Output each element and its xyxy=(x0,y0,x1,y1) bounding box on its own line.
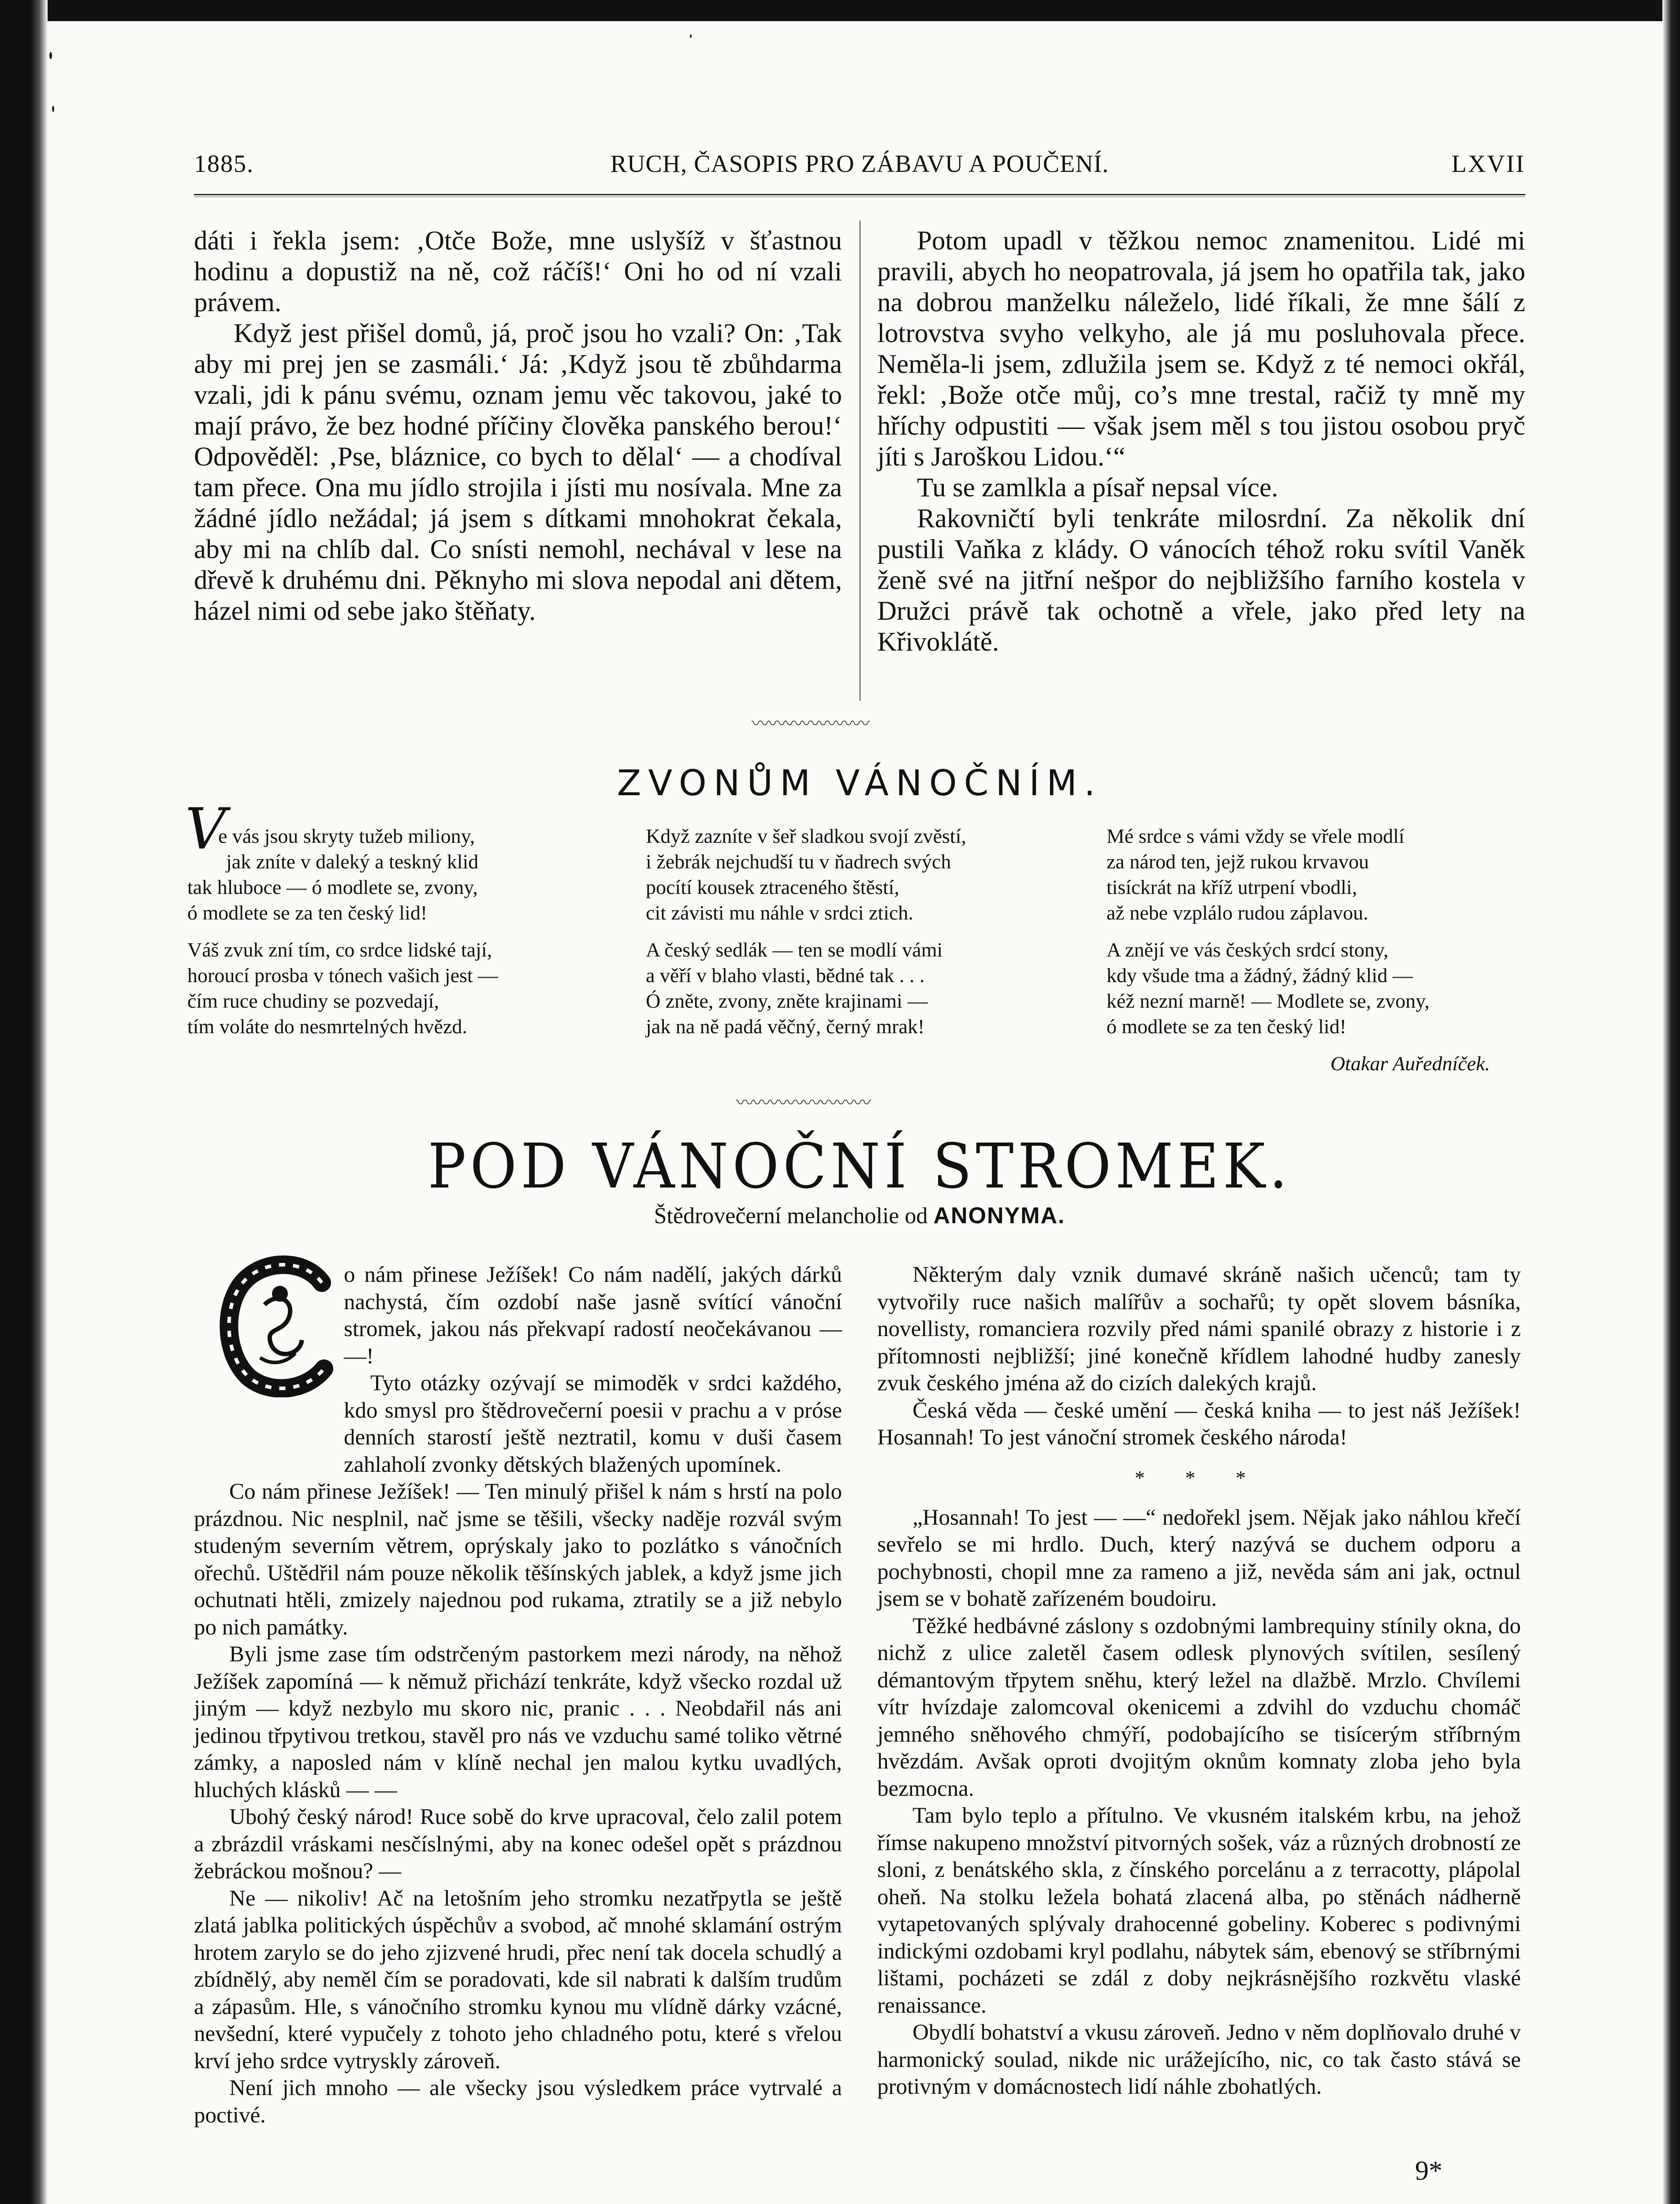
verse-line: kdy všude tma a žádný, žádný klid — xyxy=(1106,964,1413,987)
verse-line: za národ ten, jejž rukou krvavou xyxy=(1106,850,1369,873)
verse-line: e vás jsou skryty tužeb miliony, xyxy=(218,825,475,847)
verse-line: cit závisti mu náhle v srdci ztich. xyxy=(646,901,913,924)
article-subtitle xyxy=(194,1203,1525,1229)
poem-column-1 xyxy=(187,823,611,1051)
header-rule xyxy=(194,194,1525,195)
paragraph: Ubohý český národ! Ruce sobě do krve upracoval, čelo zalil potem a zbrázdil vráskami nesčíslnými, aby na konec odešel opět s prázdnou žebráckou mošnou? — xyxy=(194,1805,842,1884)
verse-line: Váš zvuk zní tím, co srdce lidské tají, xyxy=(187,938,492,961)
stanza xyxy=(187,937,611,1039)
subtitle-text: Štědrovečerní melancholie od xyxy=(654,1203,928,1229)
paragraph: Co nám přinese Ježíšek! — Ten minulý přišel k nám s hrstí na polo prázdnou. Nic nesplnil, nač jsme se těšili, všecky naděje rozvál svým studeným severním větrem, oprýskaly jako to pozlátko s vánočních ořechů. Uštědřil nám pouze několik těšínských jablek, a když jsme jich ochutnati htěli, zmizely najednou pod rukama, ztratily se a již nebylo po nich památky. xyxy=(194,1479,842,1640)
verse-line: A znějí ve vás českých srdcí stony, xyxy=(1106,938,1389,961)
article-right-column xyxy=(877,1262,1521,2101)
verse-line: ó modlete se za ten český lid! xyxy=(187,901,428,924)
paragraph: Byli jsme zase tím odstrčeným pastorkem mezi národy, na něhož Ježíšek zapomíná — k němuž přichází tenkráte, když všecko rozdal už jiným — když nezbylo mu skoro nic, pranic . . . Neobdařil nás ani jedinou třpytivou tretkou, stavěl pro nás ve vzduchu samé toliko větrné zámky, a naposled nám v klíně nechal jen malou kytku uvadlých, hluchých klásků — — xyxy=(194,1642,842,1802)
verse-line: Ó zněte, zvony, zněte krajinami — xyxy=(646,990,928,1012)
paragraph: dáti i řekla jsem: ‚Otče Bože, mne uslyšíž v šťastnou hodinu a dopustiž na ně, což ráčíš!‘ Oni ho od ní vzali právem. xyxy=(194,226,842,317)
paragraph: Tam bylo teplo a přítulno. Ve vkusném italském krbu, na jehož římse nakupeno množství pitvorných sošek, váz a různých drobností ze sloni, z benátského skla, z čínského porcelánu a z terracotty, plápolal oheň. Na stolku ležela bohatá zlacená alba, po stěnách nádherně vytapetovaných splývaly drahocenné gobeliny. Koberec s podivnými indickými ozdobami kryl podlahu, nábytek sám, ebenový se stříbrnými lištami, pocházeti se zdál z doby nejkrásnějšího rozkvětu vlaské renaissance. xyxy=(877,1803,1521,2018)
poem-column-2 xyxy=(646,823,1069,1051)
header-title: RUCH, ČASOPIS PRO ZÁBAVU A POUČENÍ. xyxy=(610,150,1109,178)
stanza xyxy=(187,823,611,926)
header-page-number: LXVII xyxy=(1451,150,1525,178)
poem-column-3 xyxy=(1106,823,1530,1076)
scan-speck xyxy=(690,34,692,38)
verse-line: tím voláte do nesmrtelných hvězd. xyxy=(187,1015,467,1038)
article-left-column xyxy=(194,1262,842,2129)
paragraph: Tyto otázky ozývají se mimoděk v srdci každého, kdo smysl pro štědrovečerní poesii v prachu a v próse denních starostí ještě neztratil, komu v duši časem zahlaholí zvonky dětských blažených upomínek. xyxy=(344,1371,842,1477)
verse-line: tisíckrát na kříž utrpení vbodli, xyxy=(1106,876,1357,898)
paragraph: Ne — nikoliv! Ač na letošním jeho stromku nezatřpytla se ještě zlatá jablka politických úspěchův a svobod, ač mnohé sklamání ostrým hrotem zarylo se do jeho zjizvené hrudi, přec není tak docela schudlý a zbídnělý, aby neměl čím se poradovati, kde sil nabrati k dalším trudům a zápasům. Hle, s vánočního stromku kynou mu vlídně dárky vzácné, nevšední, které vypučely z tohoto jeho chladného potu, které s vřelou krví jeho srdce vytryskly zároveň. xyxy=(194,1886,842,2074)
scan-speck xyxy=(49,52,52,59)
paragraph: Těžké hedbávné záslony s ozdobnými lambrequiny stínily okna, do nichž z ulice zaletěl časem odlesk plynových svítilen, sesílený démantovým třpytem sněhu, který ležel na dlažbě. Mrzlo. Chvílemi vítr hvízdaje zalomcoval okenicemi a zdvihl do vzduchu chomáč jemného sněhového chmýří, podobajícího se tisícerým stříbrným hvězdám. Avšak oproti dvojitým oknům komnaty zloba jeho byla bezmocna. xyxy=(877,1613,1521,1801)
verse-line: čím ruce chudiny se pozvedají, xyxy=(187,990,439,1012)
verse-line: kéž nezní marně! — Modlete se, zvony, xyxy=(1106,990,1430,1012)
paragraph: Potom upadl v těžkou nemoc znamenitou. Lidé mi pravili, abych ho neopatrovala, já jsem ho opatřila tak, jako na dobrou manželku náleželo, lidé říkali, že mne šálí z lotrovstva svyho velkyho, ale já mu posluhovala přece. Neměla-li jsem, zdlužila jsem se. Když z té nemoci okřál, řekl: ‚Bože otče můj, co’s mne trestal, račiž ty mně my hříchy odpustiti — však jsem měl s tou jistou osobou pryč jíti s Jaroškou Lidou.‘“ xyxy=(877,226,1525,472)
stanza xyxy=(1106,937,1530,1039)
paragraph: „Hosannah! To jest — —“ nedořekl jsem. Nějak jako náhlou křečí sevřelo se mi hrdlo. Duch, který nazývá se duchem odporu a pochybnosti, chopil mne za rameno a již, nevěda sám ani jak, octnul jsem se v bohatě zařízeném boudoiru. xyxy=(877,1505,1521,1611)
paragraph: Když jest přišel domů, já, proč jsou ho vzali? On: ‚Tak aby mi prej jen se zasmáli.‘ Já: ‚Když jsou tě zbůhdarma vzali, jdi k pánu svému, oznam jemu věc takovou, jaké to mají právo, že bez hodné příčiny člověka panského berou!‘ Odpověděl: ‚Pse, bláznice, co bych to dělal‘ — a chodíval tam přece. Ona mu jídlo strojila i jísti mu nosívala. Mne za žádné jídlo nežádal; já jsem s dítkami mnohokrat čekala, aby mi na chlíb dal. Co snísti nemohl, nechával v lese na dřevě k druhému dni. Pěknyho mi slova nepodal ani dětem, házel nimi od sebe jako štěňaty. xyxy=(194,319,842,626)
verse-line: Když zazníte v šeř sladkou svojí zvěstí, xyxy=(646,825,966,847)
verse-line: ó modlete se za ten český lid! xyxy=(1106,1015,1347,1038)
verse-line: i žebrák nejchudší tu v ňadrech svých xyxy=(646,850,951,873)
top-story-left-column xyxy=(194,226,842,627)
verse-line: horoucí prosba v tónech vašich jest — xyxy=(187,964,499,987)
subtitle-author: ANONYMA. xyxy=(933,1203,1065,1229)
running-header xyxy=(194,145,1525,185)
verse-line: Mé srdce s vámi vždy se vřele modlí xyxy=(1106,825,1404,847)
paragraph: o nám přinese Ježíšek! Co nám nadělí, jakých dárků nachystá, čím ozdobí naše jasně svítící vánoční stromek, jakou nás překvapí radostí neočekávanou — —! xyxy=(344,1262,842,1369)
paragraph: Česká věda — české umění — česká kniha — to jest náš Ježíšek! Hosannah! To jest vánoční stromek českého národa! xyxy=(877,1398,1521,1450)
verse-line: A český sedlák — ten se modlí vámi xyxy=(646,938,943,961)
paragraph: Tu se zamlkla a písař nepsal více. xyxy=(917,473,1278,503)
stanza xyxy=(646,823,1069,926)
section-break-stars: * * * xyxy=(1135,1466,1263,1489)
printer-signature: 9* xyxy=(1415,2156,1442,2186)
scan-speck xyxy=(52,106,54,112)
top-story-right-column xyxy=(877,226,1525,658)
stanza xyxy=(646,937,1069,1039)
paragraph: Rakovničtí byli tenkráte milosrdní. Za několik dní pustili Vaňka z klády. O vánocích téhož roku svítil Vaněk ženě své na jitřní nešpor do nejbližšího farního kostela v Družci právě tak ochotně a vřele, jako před lety na Křivoklátě. xyxy=(877,504,1525,657)
verse-line: tak hluboce — ó modlete se, zvony, xyxy=(187,876,478,898)
verse-line: pocítí kousek ztraceného štěstí, xyxy=(646,876,899,898)
ornament-separator: 〰〰〰〰〰〰〰 xyxy=(752,714,869,734)
article-title: POD VÁNOČNÍ STROMEK. xyxy=(428,1131,1292,1203)
ornament-separator: 〰〰〰〰〰〰〰〰 xyxy=(736,1093,870,1113)
verse-line: až nebe vzplálo rudou záplavou. xyxy=(1106,901,1368,924)
poem-drop-initial: V xyxy=(185,797,226,862)
header-year: 1885. xyxy=(194,150,254,178)
paragraph: Není jich mnoho — ale všecky jsou výsledkem práce vytrvalé a poctivé. xyxy=(194,2076,842,2128)
stanza xyxy=(1106,823,1530,926)
poem-author: Otakar Auředníček. xyxy=(1330,1052,1490,1075)
verse-line: a věří v blaho vlasti, bědné tak . . . xyxy=(646,964,925,987)
scan-edge-right xyxy=(1662,0,1680,2204)
paragraph: Obydlí bohatství a vkusu zároveň. Jedno v něm doplňovalo druhé v harmonický soulad, nikde nic urážejícího, nic, co tak často stává se protivným v domácnostech lidí náhle zbohatlých. xyxy=(877,2020,1521,2099)
poem-title: ZVONŮM VÁNOČNÍM. xyxy=(617,763,1103,804)
scan-edge-left xyxy=(0,0,48,2204)
verse-line: jak zníte v daleký a teskný klid xyxy=(226,850,479,873)
verse-line: jak na ně padá věčný, černý mrak! xyxy=(646,1015,925,1038)
scan-edge-top xyxy=(0,0,1680,21)
paragraph: Některým daly vznik dumavé skráně našich učenců; tam ty vytvořily ruce našich malířův a sochařů; ty opět slovem básníka, novellisty, romanciera rozvily před námi spanilé obrazy z historie i z přítomnosti nejbližší; jiné konečně křídlem lahodné hudby zanesly zvuk českého jména až do cizích dalekých krajů. xyxy=(877,1262,1521,1396)
